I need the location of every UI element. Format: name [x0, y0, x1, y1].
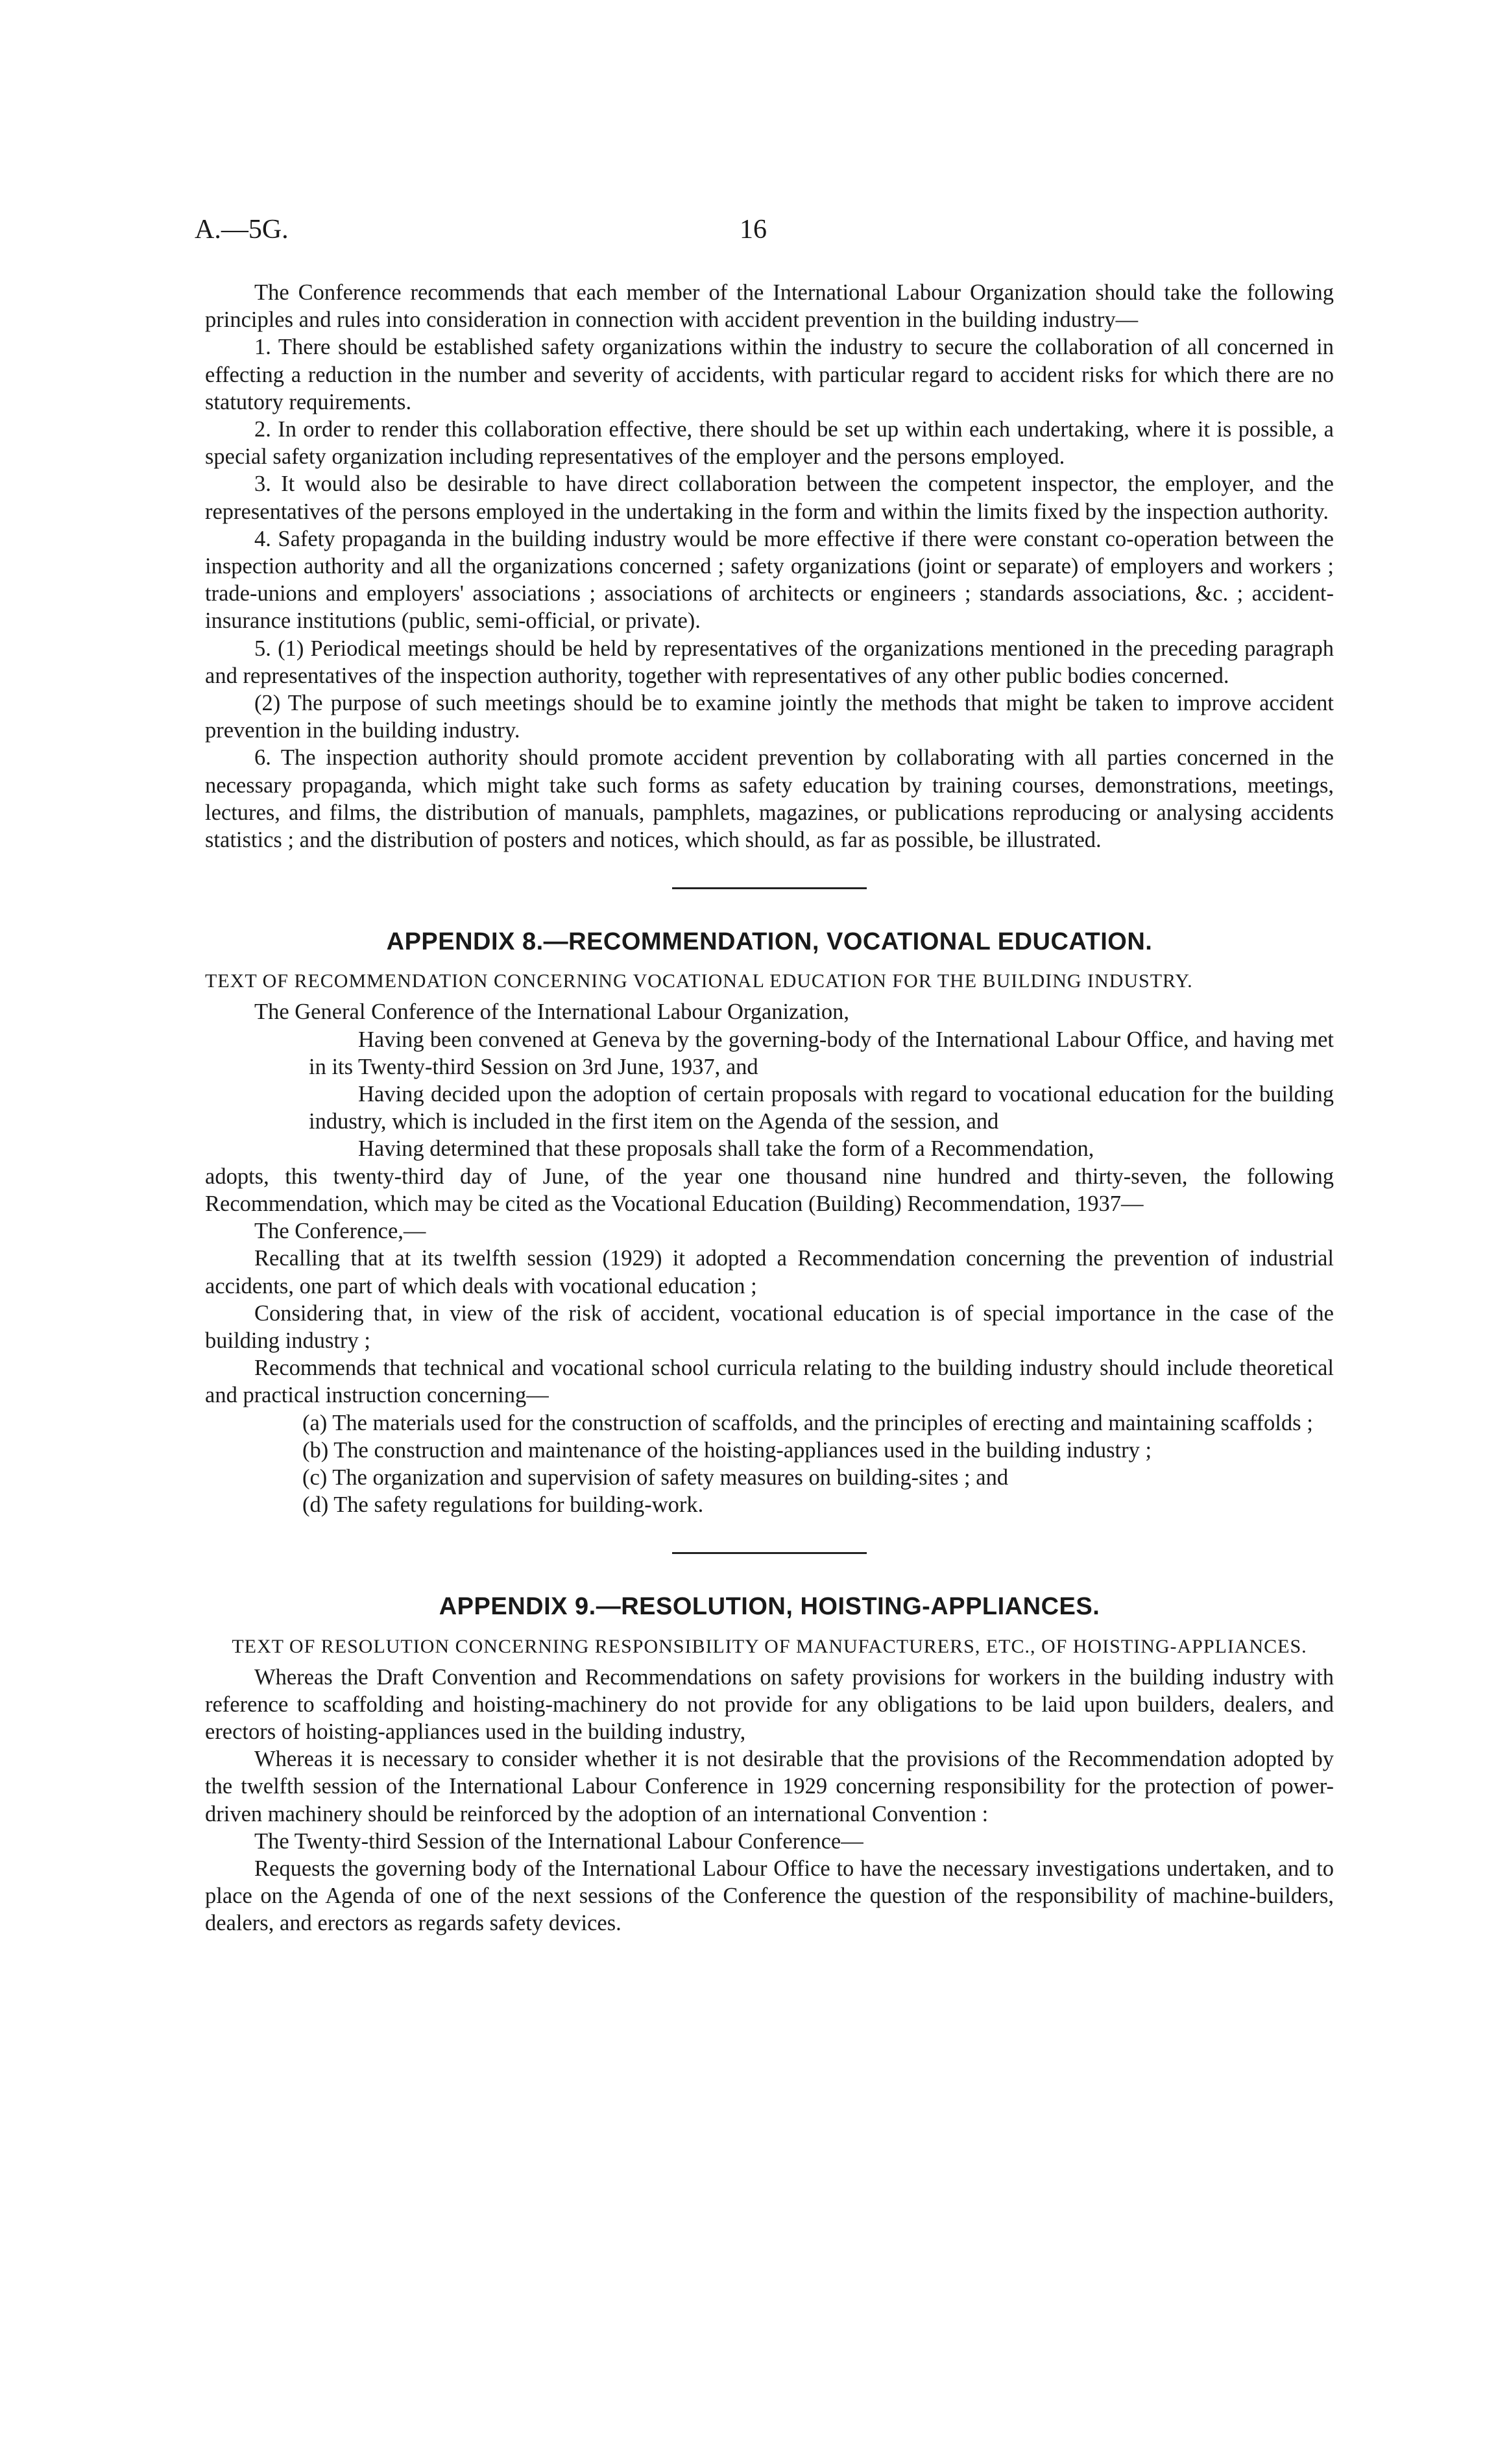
- appendix-9-whereas: Whereas the Draft Convention and Recommendations on safety provisions for workers in the building industry with reference to scaffolding and hoisting-machinery do not provide for any obligations to be laid upon builders, dealers, and erectors of hoisting-appliances used in the building industry,: [205, 1664, 1334, 1744]
- appendix-9-session: The Twenty-third Session of the International Labour Conference—: [254, 1828, 863, 1854]
- appendix-8-conference: The Conference,—: [254, 1219, 426, 1244]
- appendix-8-recommends: Recommends that technical and vocational school curricula relating to the building industry should include theoretical and practical instruction concerning—: [205, 1356, 1334, 1408]
- appendix-9-title: APPENDIX 9.—RESOLUTION, HOISTING-APPLIANCES.: [439, 1593, 1100, 1621]
- intro-item: 1. There should be established safety organizations within the industry to secure the collaboration of all concerned in effecting a reduction in the number and severity of accidents, with particular regard to accident risks for which there are no statutory requirements.: [205, 335, 1334, 414]
- appendix-8-opening: The General Conference of the International Labour Organization,: [254, 999, 850, 1025]
- appendix-8-list-item: (a) The materials used for the construction of scaffolds, and the principles of erecting and maintaining scaffolds ;: [302, 1410, 1313, 1435]
- appendix-8-list-item: (c) The organization and supervision of safety measures on building-sites ; and: [302, 1465, 1009, 1490]
- appendix-9-whereas: Whereas it is necessary to consider whether it is not desirable that the provisions of the Recommendation adopted by the twelfth session of the International Labour Conference in 1929 concerning responsibility for the protection of power-driven machinery should be reinforced by the adoption of an international Convention :: [205, 1747, 1334, 1826]
- appendix-8-having: Having been convened at Geneva by the governing-body of the International Labour Office, and having met in its Twenty-third Session on 3rd June, 1937, and: [309, 1027, 1334, 1079]
- appendix-8-adopts: adopts, this twenty-third day of June, of the year one thousand nine hundred and thirty-seven, the following Recommendation, which may be cited as the Vocational Education (Building) Recommendation, 1937—: [205, 1164, 1334, 1216]
- appendix-9: [205, 1593, 1334, 1937]
- page-number: 16: [740, 215, 767, 245]
- appendix-8-title: APPENDIX 8.—RECOMMENDATION, VOCATIONAL EDUCATION.: [386, 928, 1153, 956]
- appendix-8-list-item: (b) The construction and maintenance of the hoisting-appliances used in the building industry ;: [302, 1437, 1152, 1463]
- appendix-9-subtitle: TEXT OF RESOLUTION CONCERNING RESPONSIBILITY OF MANUFACTURERS, ETC., OF HOISTING-APPLIANCES.: [232, 1635, 1307, 1657]
- appendix-8-list-item: (d) The safety regulations for building-work.: [302, 1492, 704, 1518]
- intro-item: 2. In order to render this collaboration effective, there should be set up within each undertaking, where it is possible, a special safety organization including representatives of the employer and the persons employed.: [205, 417, 1334, 470]
- intro-item: 5. (1) Periodical meetings should be held by representatives of the organizations mentioned in the preceding paragraph and representatives of the inspection authority, together with representatives of any other public bodies concerned.: [205, 636, 1334, 688]
- intro-item: 4. Safety propaganda in the building industry would be more effective if there were constant co-operation between the inspection authority and all the organizations concerned ; safety organizations (joint or separate) of employers and workers ; trade-unions and employers' associations ; associations of architects or engineers ; standards associations, &c. ; accident-insurance institutions (public, semi-official, or private).: [205, 526, 1334, 634]
- appendix-8-having: Having decided upon the adoption of certain proposals with regard to vocational education for the building industry, which is included in the first item on the Agenda of the session, and: [309, 1082, 1334, 1134]
- section-divider: [672, 887, 867, 889]
- page-body: [205, 279, 1334, 1937]
- appendix-8-considering: Considering that, in view of the risk of accident, vocational education is of special importance in the case of the building industry ;: [205, 1300, 1334, 1353]
- document-reference: A.—5G.: [195, 215, 289, 245]
- intro-item: 6. The inspection authority should promote accident prevention by collaborating with all parties concerned in the necessary propaganda, which might take such forms as safety education by training courses, demonstrations, meetings, lectures, and films, the distribution of manuals, pamphlets, magazines, or publications reproducing or analysing accidents statistics ; and the distribution of posters and notices, which should, as far as possible, be illustrated.: [205, 745, 1334, 853]
- appendix-8-recalling: Recalling that at its twelfth session (1929) it adopted a Recommendation concerning the prevention of industrial accidents, one part of which deals with vocational education ;: [205, 1246, 1334, 1298]
- appendix-8: [205, 928, 1334, 1518]
- appendix-8-subtitle: TEXT OF RECOMMENDATION CONCERNING VOCATIONAL EDUCATION FOR THE BUILDING INDUSTRY.: [205, 970, 1193, 992]
- section-divider: [672, 1552, 867, 1554]
- page-header: [195, 214, 1336, 253]
- intro-item: (2) The purpose of such meetings should be to examine jointly the methods that might be taken to improve accident prevention in the building industry.: [205, 691, 1334, 743]
- intro-section: [205, 279, 1334, 854]
- appendix-9-requests: Requests the governing body of the International Labour Office to have the necessary investigations undertaken, and to place on the Agenda of one of the next sessions of the Conference the question of the responsibility of machine-builders, dealers, and erectors as regards safety devices.: [205, 1856, 1334, 1936]
- intro-lead: The Conference recommends that each member of the International Labour Organization should take the following principles and rules into consideration in connection with accident prevention in the building industry—: [205, 280, 1334, 333]
- appendix-8-having: Having determined that these proposals shall take the form of a Recommendation,: [358, 1136, 1094, 1162]
- intro-item: 3. It would also be desirable to have direct collaboration between the competent inspector, the employer, and the representatives of the persons employed in the undertaking in the form and within the limits fixed by the inspection authority.: [205, 472, 1334, 524]
